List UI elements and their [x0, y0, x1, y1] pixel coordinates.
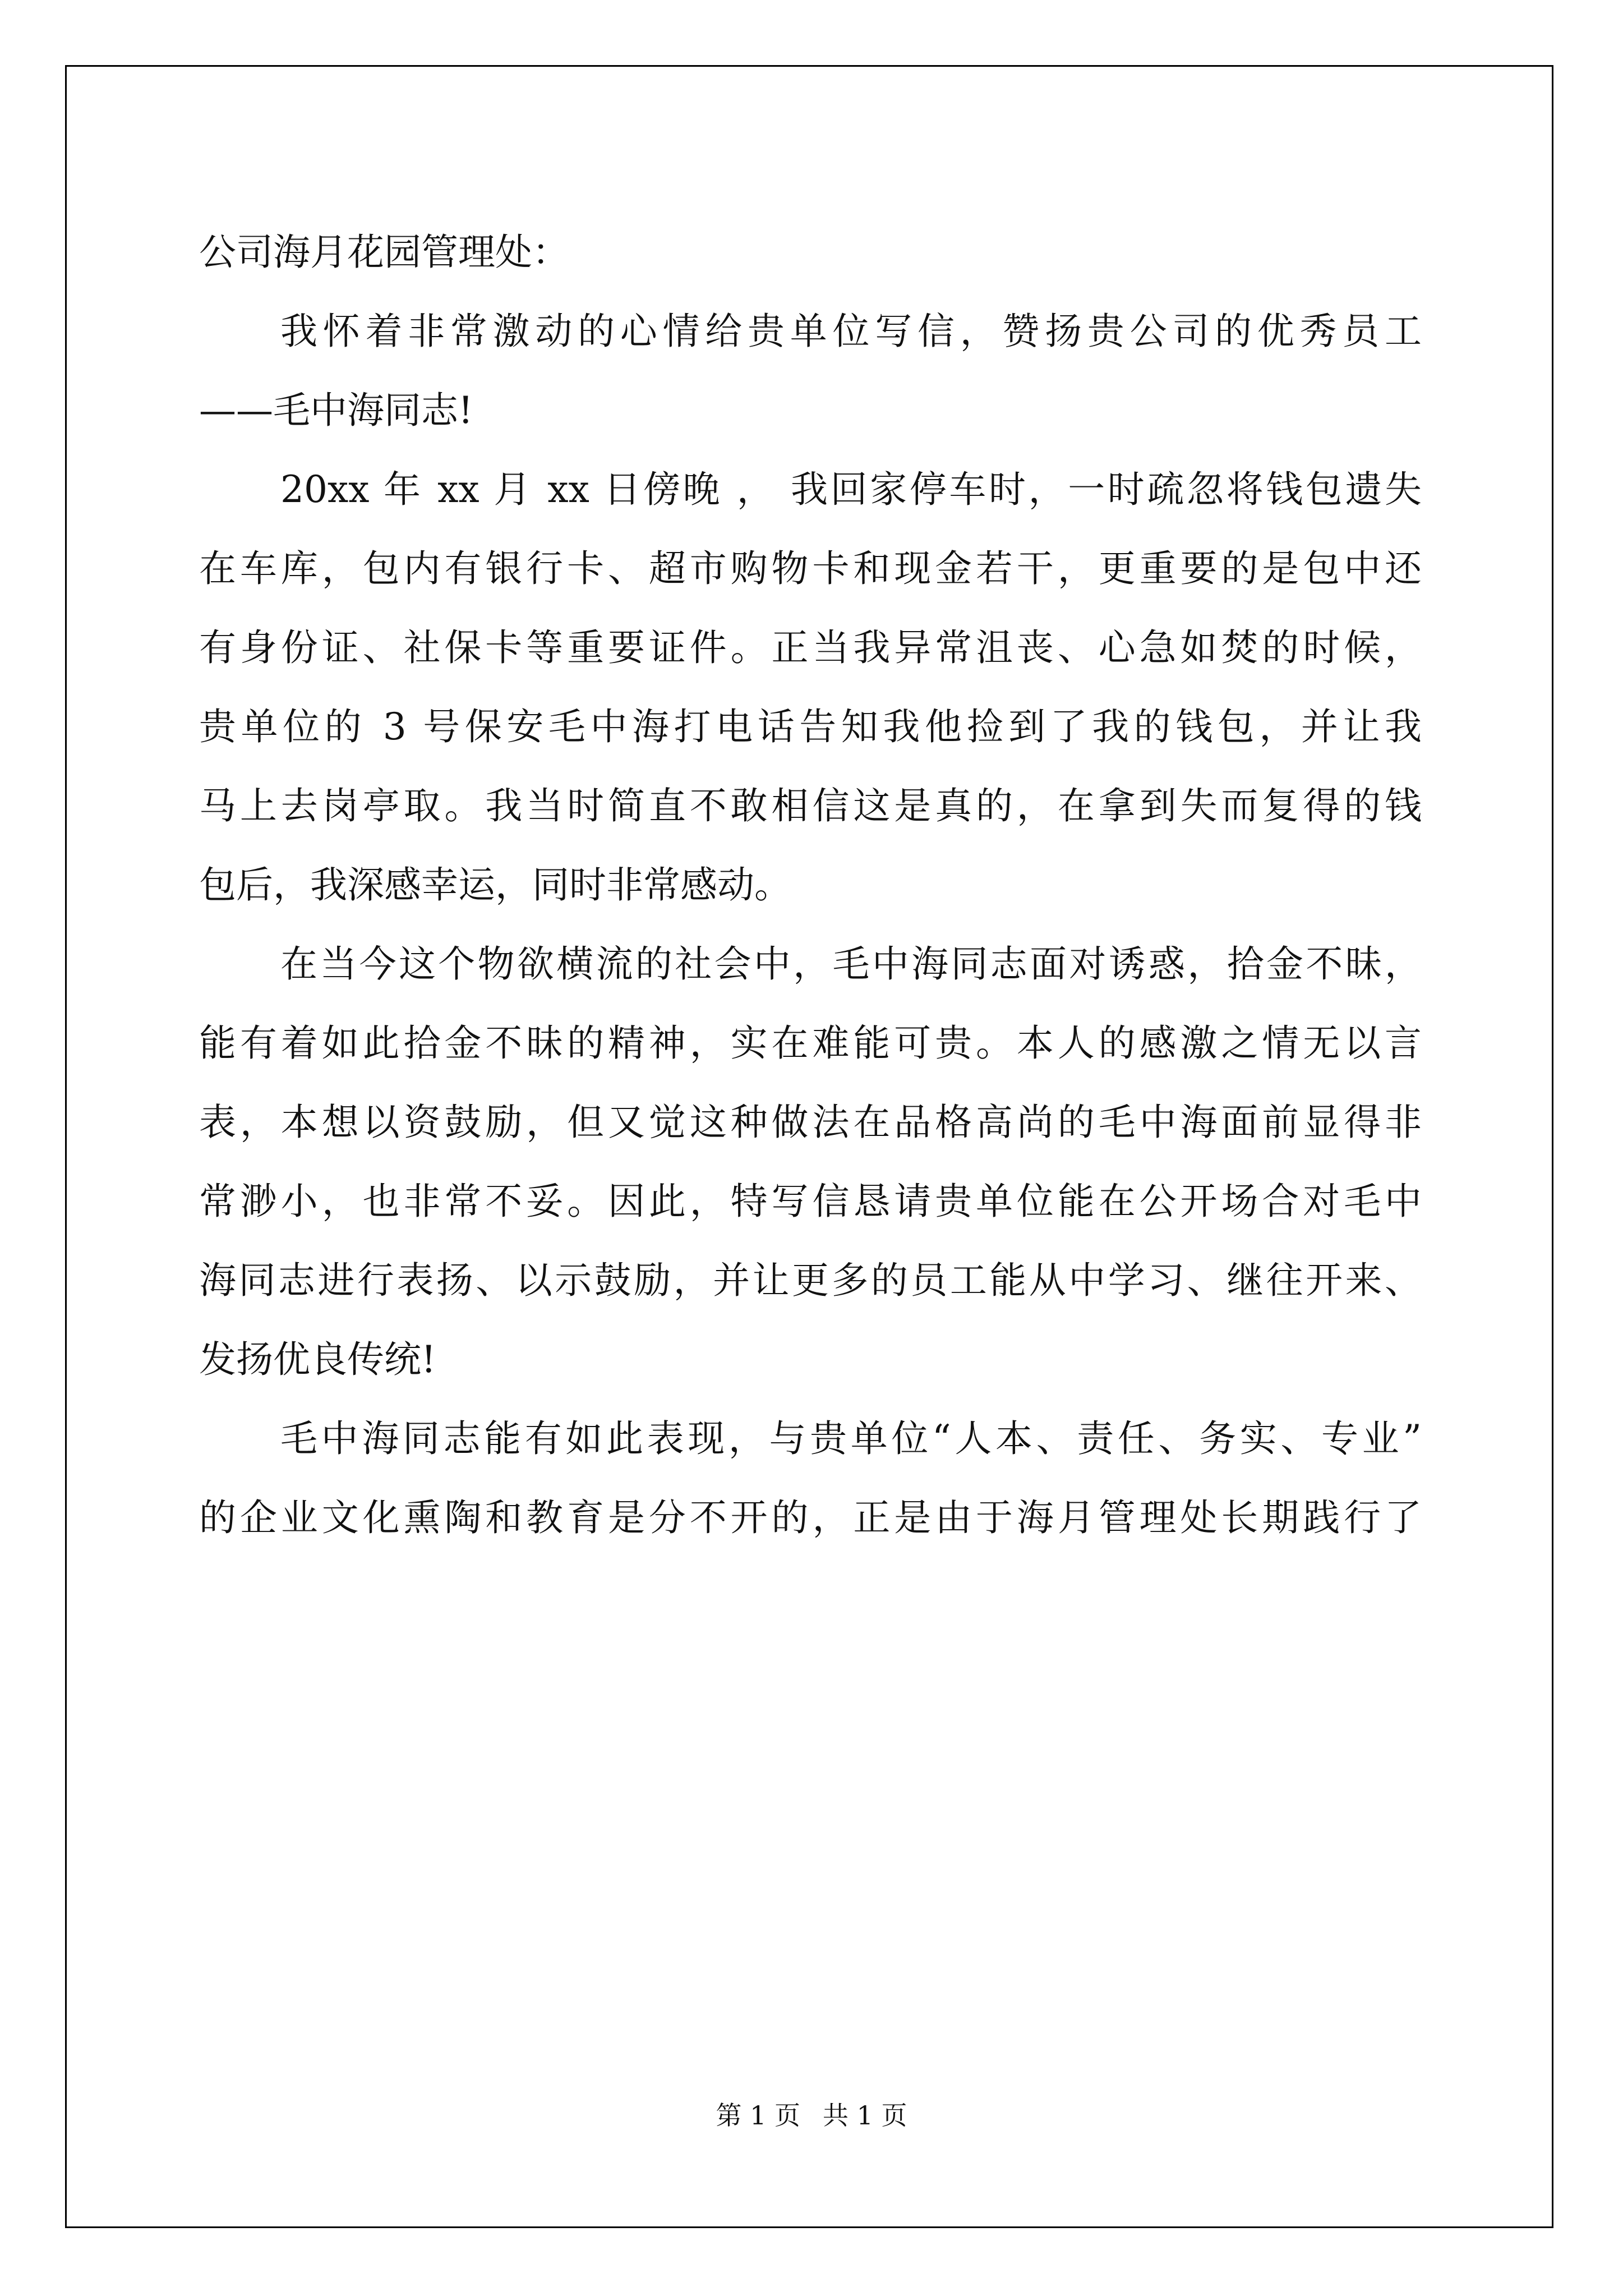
salutation: 公司海月花园管理处： [199, 231, 569, 274]
paragraph-1 [199, 292, 1422, 450]
paragraph-line: ——毛中海同志! [199, 389, 473, 432]
page-number-current: 第 1 页 [716, 2100, 800, 2131]
paragraph-4 [199, 1399, 1422, 1557]
paragraph-line: 常渺小，也非常不妥。因此，特写信恳请贵单位能在公开场合对毛中 [199, 1180, 1422, 1223]
paragraph-line: 在车库，包内有银行卡、超市购物卡和现金若干，更重要的是包中还 [199, 547, 1422, 590]
paragraph-line: 发扬优良传统! [199, 1338, 436, 1381]
paragraph-3 [199, 924, 1422, 1399]
page-number-total: 共 1 页 [823, 2100, 907, 2131]
paragraph-line: 表，本想以资鼓励，但又觉这种做法在品格高尚的毛中海面前显得非 [199, 1101, 1422, 1144]
paragraph-2 [199, 450, 1422, 924]
paragraph-line: 贵单位的 3 号保安毛中海打电话告知我他捡到了我的钱包，并让我 [199, 705, 1422, 748]
paragraph-line: 毛中海同志能有如此表现，与贵单位“人本、责任、务实、专业” [280, 1417, 1422, 1460]
paragraph-line: 有身份证、社保卡等重要证件。正当我异常沮丧、心急如焚的时候， [199, 626, 1422, 669]
paragraph-line: 海同志进行表扬、以示鼓励，并让更多的员工能从中学习、继往开来、 [199, 1259, 1422, 1302]
letter-body [199, 213, 1422, 1557]
paragraph-line: 能有着如此拾金不昧的精神，实在难能可贵。本人的感激之情无以言 [199, 1022, 1422, 1065]
paragraph-line: 20xx 年 xx 月 xx 日傍晚 ， 我回家停车时，一时疏忽将钱包遗失 [280, 468, 1422, 511]
paragraph-line: 包后，我深感幸运，同时非常感动。 [199, 863, 791, 907]
paragraph-line: 我怀着非常激动的心情给贵单位写信，赞扬贵公司的优秀员工 [280, 310, 1422, 353]
paragraph-line: 在当今这个物欲横流的社会中，毛中海同志面对诱惑，拾金不昧， [280, 942, 1422, 986]
page-footer [0, 2095, 1623, 2132]
paragraph-line: 马上去岗亭取。我当时简直不敢相信这是真的，在拿到失而复得的钱 [199, 784, 1422, 827]
paragraph-line: 的企业文化熏陶和教育是分不开的，正是由于海月管理处长期践行了 [199, 1496, 1422, 1539]
